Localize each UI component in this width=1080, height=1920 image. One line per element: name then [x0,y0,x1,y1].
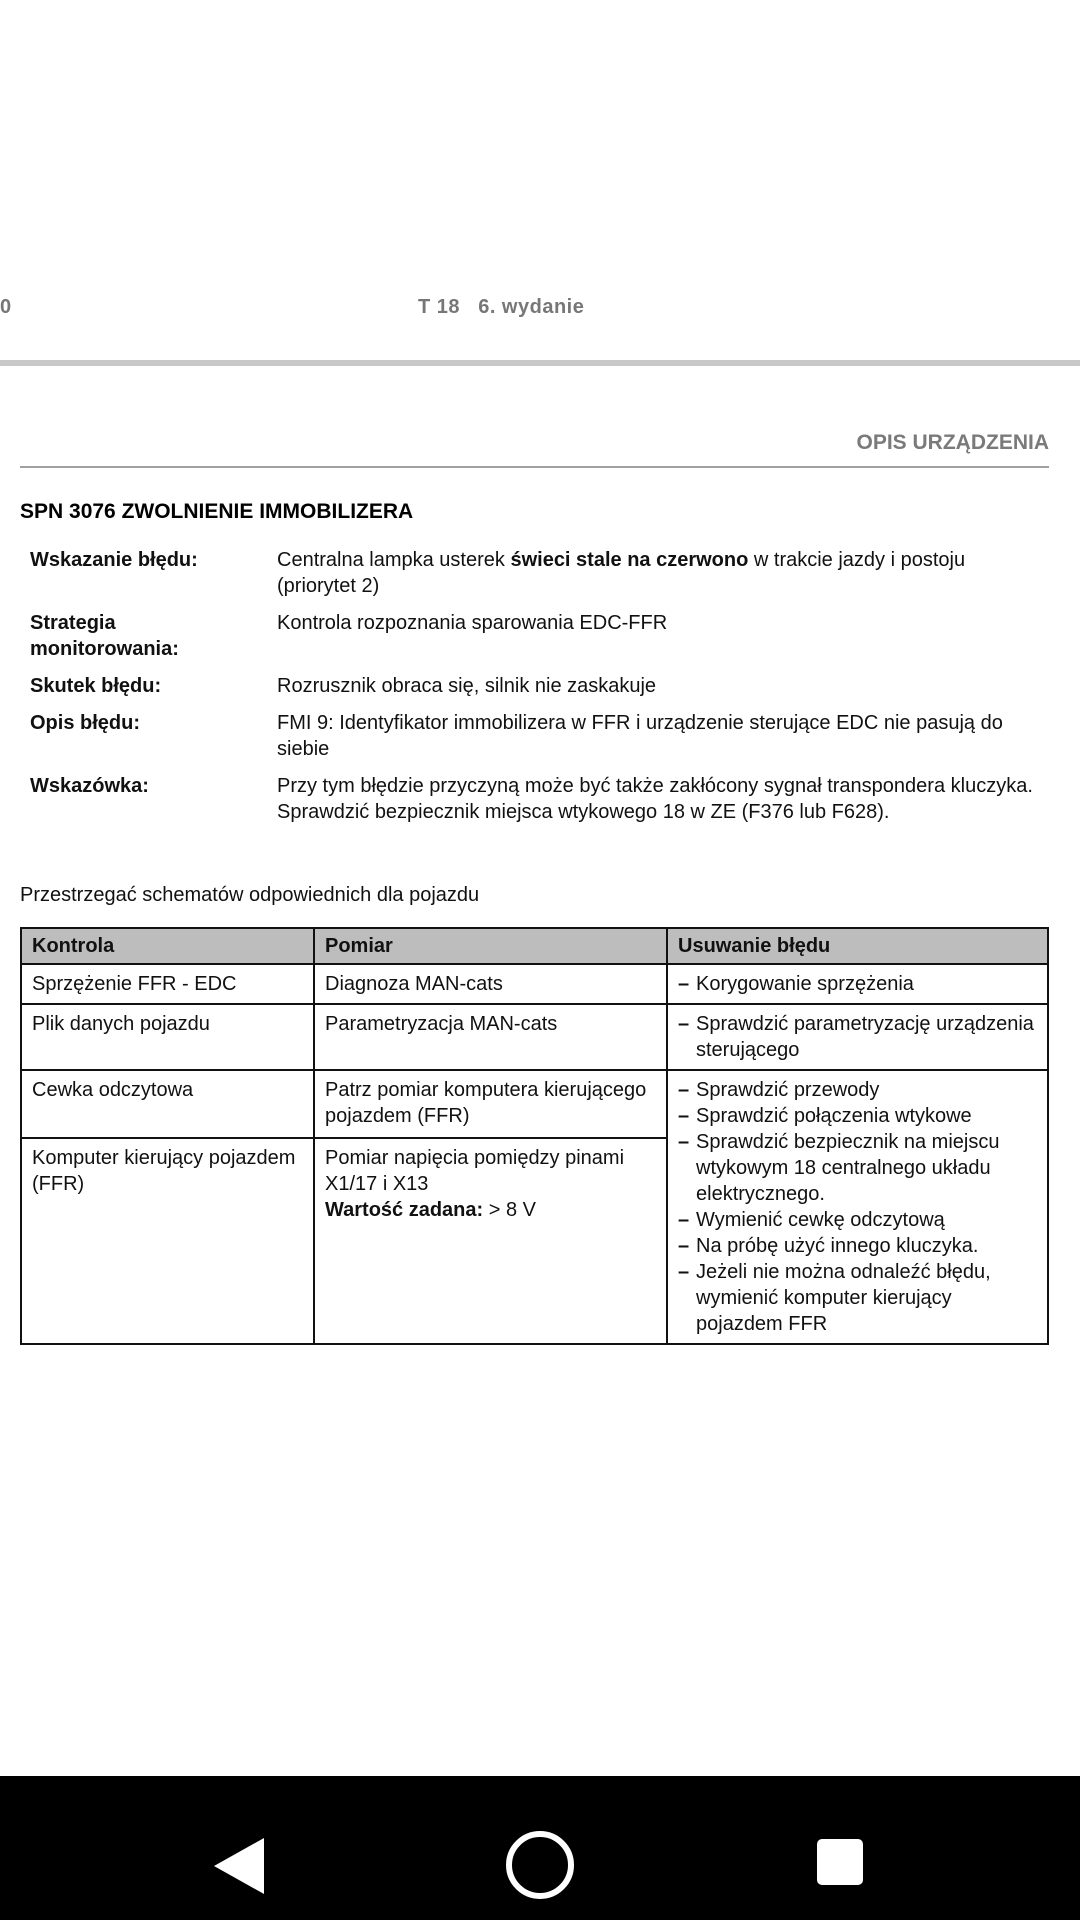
remedy-item: – Sprawdzić połączenia wtykowe [678,1103,1037,1129]
previous-page-header [0,296,1080,326]
cell-kontrola: Komputer kierujący pojazdem (FFR) [21,1138,314,1344]
home-inner-dot [518,1843,562,1887]
cell-usuwanie-shared [667,1070,1048,1344]
info-value [277,547,1040,599]
info-row-opis [30,710,1040,762]
value-text: w trakcie jazdy i postoju (priorytet 2) [277,549,966,597]
target-value-label: Wartość zadana: [325,1199,484,1221]
cell-usuwanie [667,964,1048,1004]
measurement-text: Pomiar napięcia pomiędzy pinami X1/17 i X13 [325,1147,625,1195]
remedy-item: – Jeżeli nie można odnaleźć błędu, wymienić komputer kierujący pojazdem FFR [678,1259,1037,1337]
fault-info [30,547,1040,836]
target-value [325,1197,656,1223]
diagnostic-table [20,927,1049,1345]
hint-line: Sprawdzić bezpiecznik miejsca wtykowego 18 w ZE (F376 lub F628). [277,801,890,823]
info-label: Opis błędu: [30,712,140,734]
info-label: Strategia monitorowania: [30,612,179,660]
remedy-item: – Korygowanie sprzężenia [678,971,1037,997]
column-header: Pomiar [314,928,667,964]
column-header: Kontrola [21,928,314,964]
target-value-number: > 8 V [483,1199,536,1221]
cell-kontrola: Plik danych pojazdu [21,1004,314,1070]
remedy-item: – Na próbę użyć innego kluczyka. [678,1233,1037,1259]
info-row-wskazowka [30,773,1040,825]
value-bold-text: świeci stale na czerwono [510,549,749,571]
hint-line: Przy tym błędzie przyczyną może być także zakłócony sygnał transpondera kluczyka. [277,775,1033,797]
info-label: Skutek błędu: [30,675,162,697]
info-value: FMI 9: Identyfikator immobilizera w FFR i urządzenie sterujące EDC nie pasują do siebie [277,712,1003,760]
remedy-item: – Sprawdzić przewody [678,1077,1037,1103]
info-row-strategia [30,610,1040,662]
table-header-row [21,928,1048,964]
cell-pomiar: Parametryzacja MAN-cats [314,1004,667,1070]
value-text: Centralna lampka usterek [277,549,511,571]
cell-pomiar: Patrz pomiar komputera kierującego pojazdem (FFR) [314,1070,667,1138]
info-row-skutek [30,673,1040,699]
section-label: OPIS URZĄDZENIA [856,431,1049,454]
remedy-item: – Wymienić cewkę odczytową [678,1207,1037,1233]
wiring-note: Przestrzegać schematów odpowiednich dla pojazdu [20,884,480,906]
remedy-item: – Sprawdzić parametryzację urządzenia sterującego [678,1011,1037,1063]
info-label: Wskazówka: [30,775,149,797]
previous-page-title: T 18 6. wydanie [418,296,585,318]
cell-pomiar: Diagnoza MAN-cats [314,964,667,1004]
navigation-bar [0,1776,1080,1920]
info-value [277,773,1040,825]
info-row-wskazanie [30,547,1040,599]
remedy-item: – Sprawdzić bezpiecznik na miejscu wtykowym 18 centralnego układu elektrycznego. [678,1129,1037,1207]
cell-pomiar [314,1138,667,1344]
previous-page-number: 0 [0,296,12,318]
table-row [21,1004,1048,1070]
info-value: Rozrusznik obraca się, silnik nie zaskakuje [277,675,657,697]
info-value: Kontrola rozpoznania sparowania EDC-FFR [277,612,668,634]
home-circle-icon[interactable] [506,1831,574,1899]
info-label: Wskazanie błędu: [30,549,198,571]
table-row [21,964,1048,1004]
document-title: SPN 3076 ZWOLNIENIE IMMOBILIZERA [20,500,414,523]
back-triangle-icon[interactable] [214,1838,264,1894]
recents-square-icon[interactable] [817,1839,863,1885]
column-header: Usuwanie błędu [667,928,1048,964]
cell-kontrola: Cewka odczytowa [21,1070,314,1138]
table-row [21,1070,1048,1138]
header-rule [20,466,1049,468]
cell-usuwanie [667,1004,1048,1070]
page-divider [0,360,1080,366]
cell-kontrola: Sprzężenie FFR - EDC [21,964,314,1004]
